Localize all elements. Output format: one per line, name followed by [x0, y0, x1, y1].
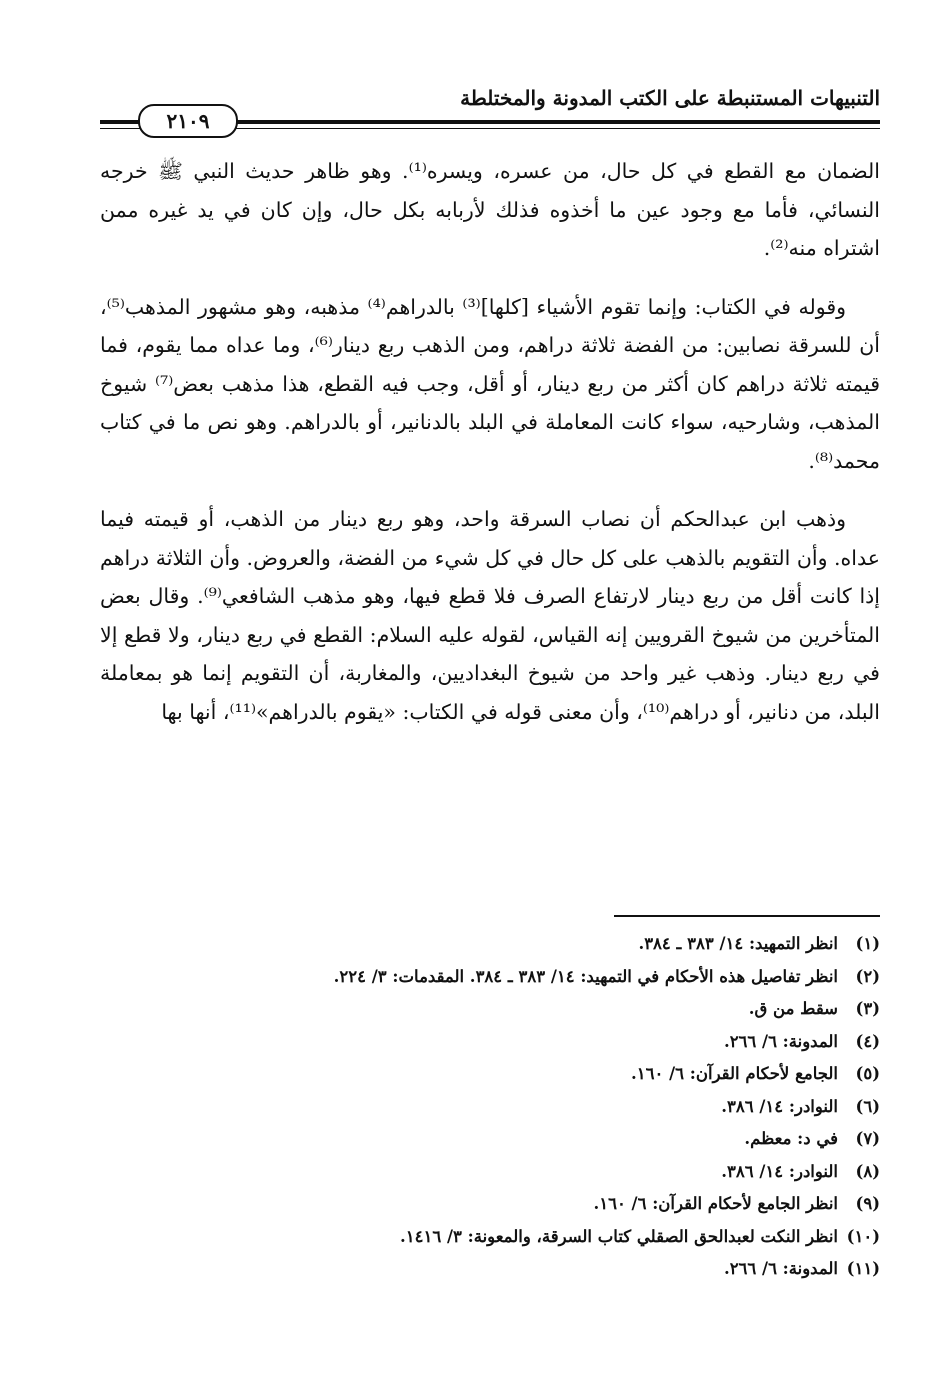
footnote-number: (٣): [855, 999, 880, 1018]
footnote-text: انظر التمهيد: ١٤/ ٣٨٣ ـ ٣٨٤.: [638, 934, 838, 953]
footnote: [100, 993, 880, 1026]
footnote-number: (١١): [846, 1259, 880, 1278]
footnote: [100, 1026, 880, 1059]
footnote-text: المدونة: ٦/ ٢٦٦.: [723, 1031, 838, 1051]
main-text: [100, 152, 880, 751]
footnote: [100, 1188, 880, 1221]
footnote: [100, 961, 880, 994]
footnote-text: النوادر: ١٤/ ٣٨٦.: [721, 1096, 838, 1116]
footnote-text: المدونة: ٦/ ٢٦٦.: [723, 1259, 838, 1278]
footnote-number: (٤): [855, 1031, 880, 1051]
footnote: [100, 1058, 880, 1091]
footnotes: [100, 928, 880, 1286]
page-header: [100, 78, 880, 138]
paragraph: وقوله في الكتاب: وإنما تقوم الأشياء [كلها]⁽³⁾ بالدراهم⁽⁴⁾ مذهبه، وهو مشهور المذهب⁽⁵⁾، أن للسرقة نصابين: من الفضة ثلاثة دراهم، ومن الذهب ربع دينار⁽⁶⁾، وما عداه مما يقوم، فما قيمته ثلاثة دراهم كان أكثر من ربع دينار، أو أقل، وجب فيه القطع، هذا مذهب بعض⁽⁷⁾ شيوخ المذهب، وشارحيه، سواء كانت المعاملة في البلد بالدنانير، أو بالدراهم. وهو نص ما في كتاب محمد⁽⁸⁾.: [100, 294, 880, 473]
footnote-number: (٧): [855, 1129, 880, 1148]
footnote-number: (٥): [855, 1064, 880, 1083]
footnote: [100, 1253, 880, 1286]
paragraph: الضمان مع القطع في كل حال، من عسره، ويسره⁽¹⁾. وهو ظاهر حديث النبي ﷺ خرجه النسائي، فأما مع وجود عين ما أخذوه فذلك لأربابه بكل حال، وإن كان في يد غيره ممن اشتراه منه⁽²⁾.: [100, 159, 880, 260]
footnote-text: الجامع لأحكام القرآن: ٦/ ١٦٠.: [631, 1064, 838, 1083]
footnote-number: (٨): [855, 1161, 880, 1181]
footnote-number: (٩): [855, 1194, 880, 1213]
footnote: [100, 1156, 880, 1189]
footnote-text: انظر الجامع لأحكام القرآن: ٦/ ١٦٠.: [593, 1194, 838, 1213]
footnote: [100, 1221, 880, 1254]
footnote-number: (١٠): [846, 1226, 880, 1246]
footnote-number: (١): [855, 934, 880, 953]
footnote-number: (٢): [855, 966, 880, 986]
footnote: [100, 1123, 880, 1156]
page-number-badge: ٢١٠٩: [138, 104, 238, 138]
footnote-text: انظر تفاصيل هذه الأحكام في التمهيد: ١٤/ ٣٨٣ ـ ٣٨٤. المقدمات: ٣/ ٢٢٤.: [333, 966, 838, 986]
footnote: [100, 928, 880, 961]
footnote-text: سقط من ق.: [748, 999, 838, 1018]
footnote-text: انظر النكت لعبدالحق الصقلي كتاب السرقة، والمعونة: ٣/ ١٤١٦.: [400, 1226, 838, 1246]
running-title: التنبيهات المستنبطة على الكتب المدونة والمختلطة: [460, 86, 880, 110]
paragraph: وذهب ابن عبدالحكم أن نصاب السرقة واحد، وهو ربع دينار من الذهب، أو قيمته فيما عداه. وأن التقويم بالذهب على كل حال في كل شيء من الفضة، والعروض. وأن الثلاثة دراهم إذا كانت أقل من ربع دينار لارتفاع الصرف فلا قطع فيها، وهو مذهب الشافعي⁽⁹⁾. وقال بعض المتأخرين من شيوخ القرويين إنه القياس، لقوله عليه السلام: القطع في ربع دينار، ولا قطع إلا في ربع دينار. وذهب غير واحد من شيوخ البغداديين، والمغاربة، أن التقويم إنما هو بمعاملة البلد، من دنانير، أو دراهم⁽¹⁰⁾، وأن معنى قوله في الكتاب: «يقوم بالدراهم»⁽¹¹⁾، أنها بها: [100, 507, 880, 724]
footnote-separator: [614, 915, 880, 917]
footnote-number: (٦): [855, 1096, 880, 1116]
footnote-text: في د: معظم.: [744, 1129, 838, 1148]
footnote-text: النوادر: ١٤/ ٣٨٦.: [721, 1161, 838, 1181]
footnote: [100, 1091, 880, 1124]
